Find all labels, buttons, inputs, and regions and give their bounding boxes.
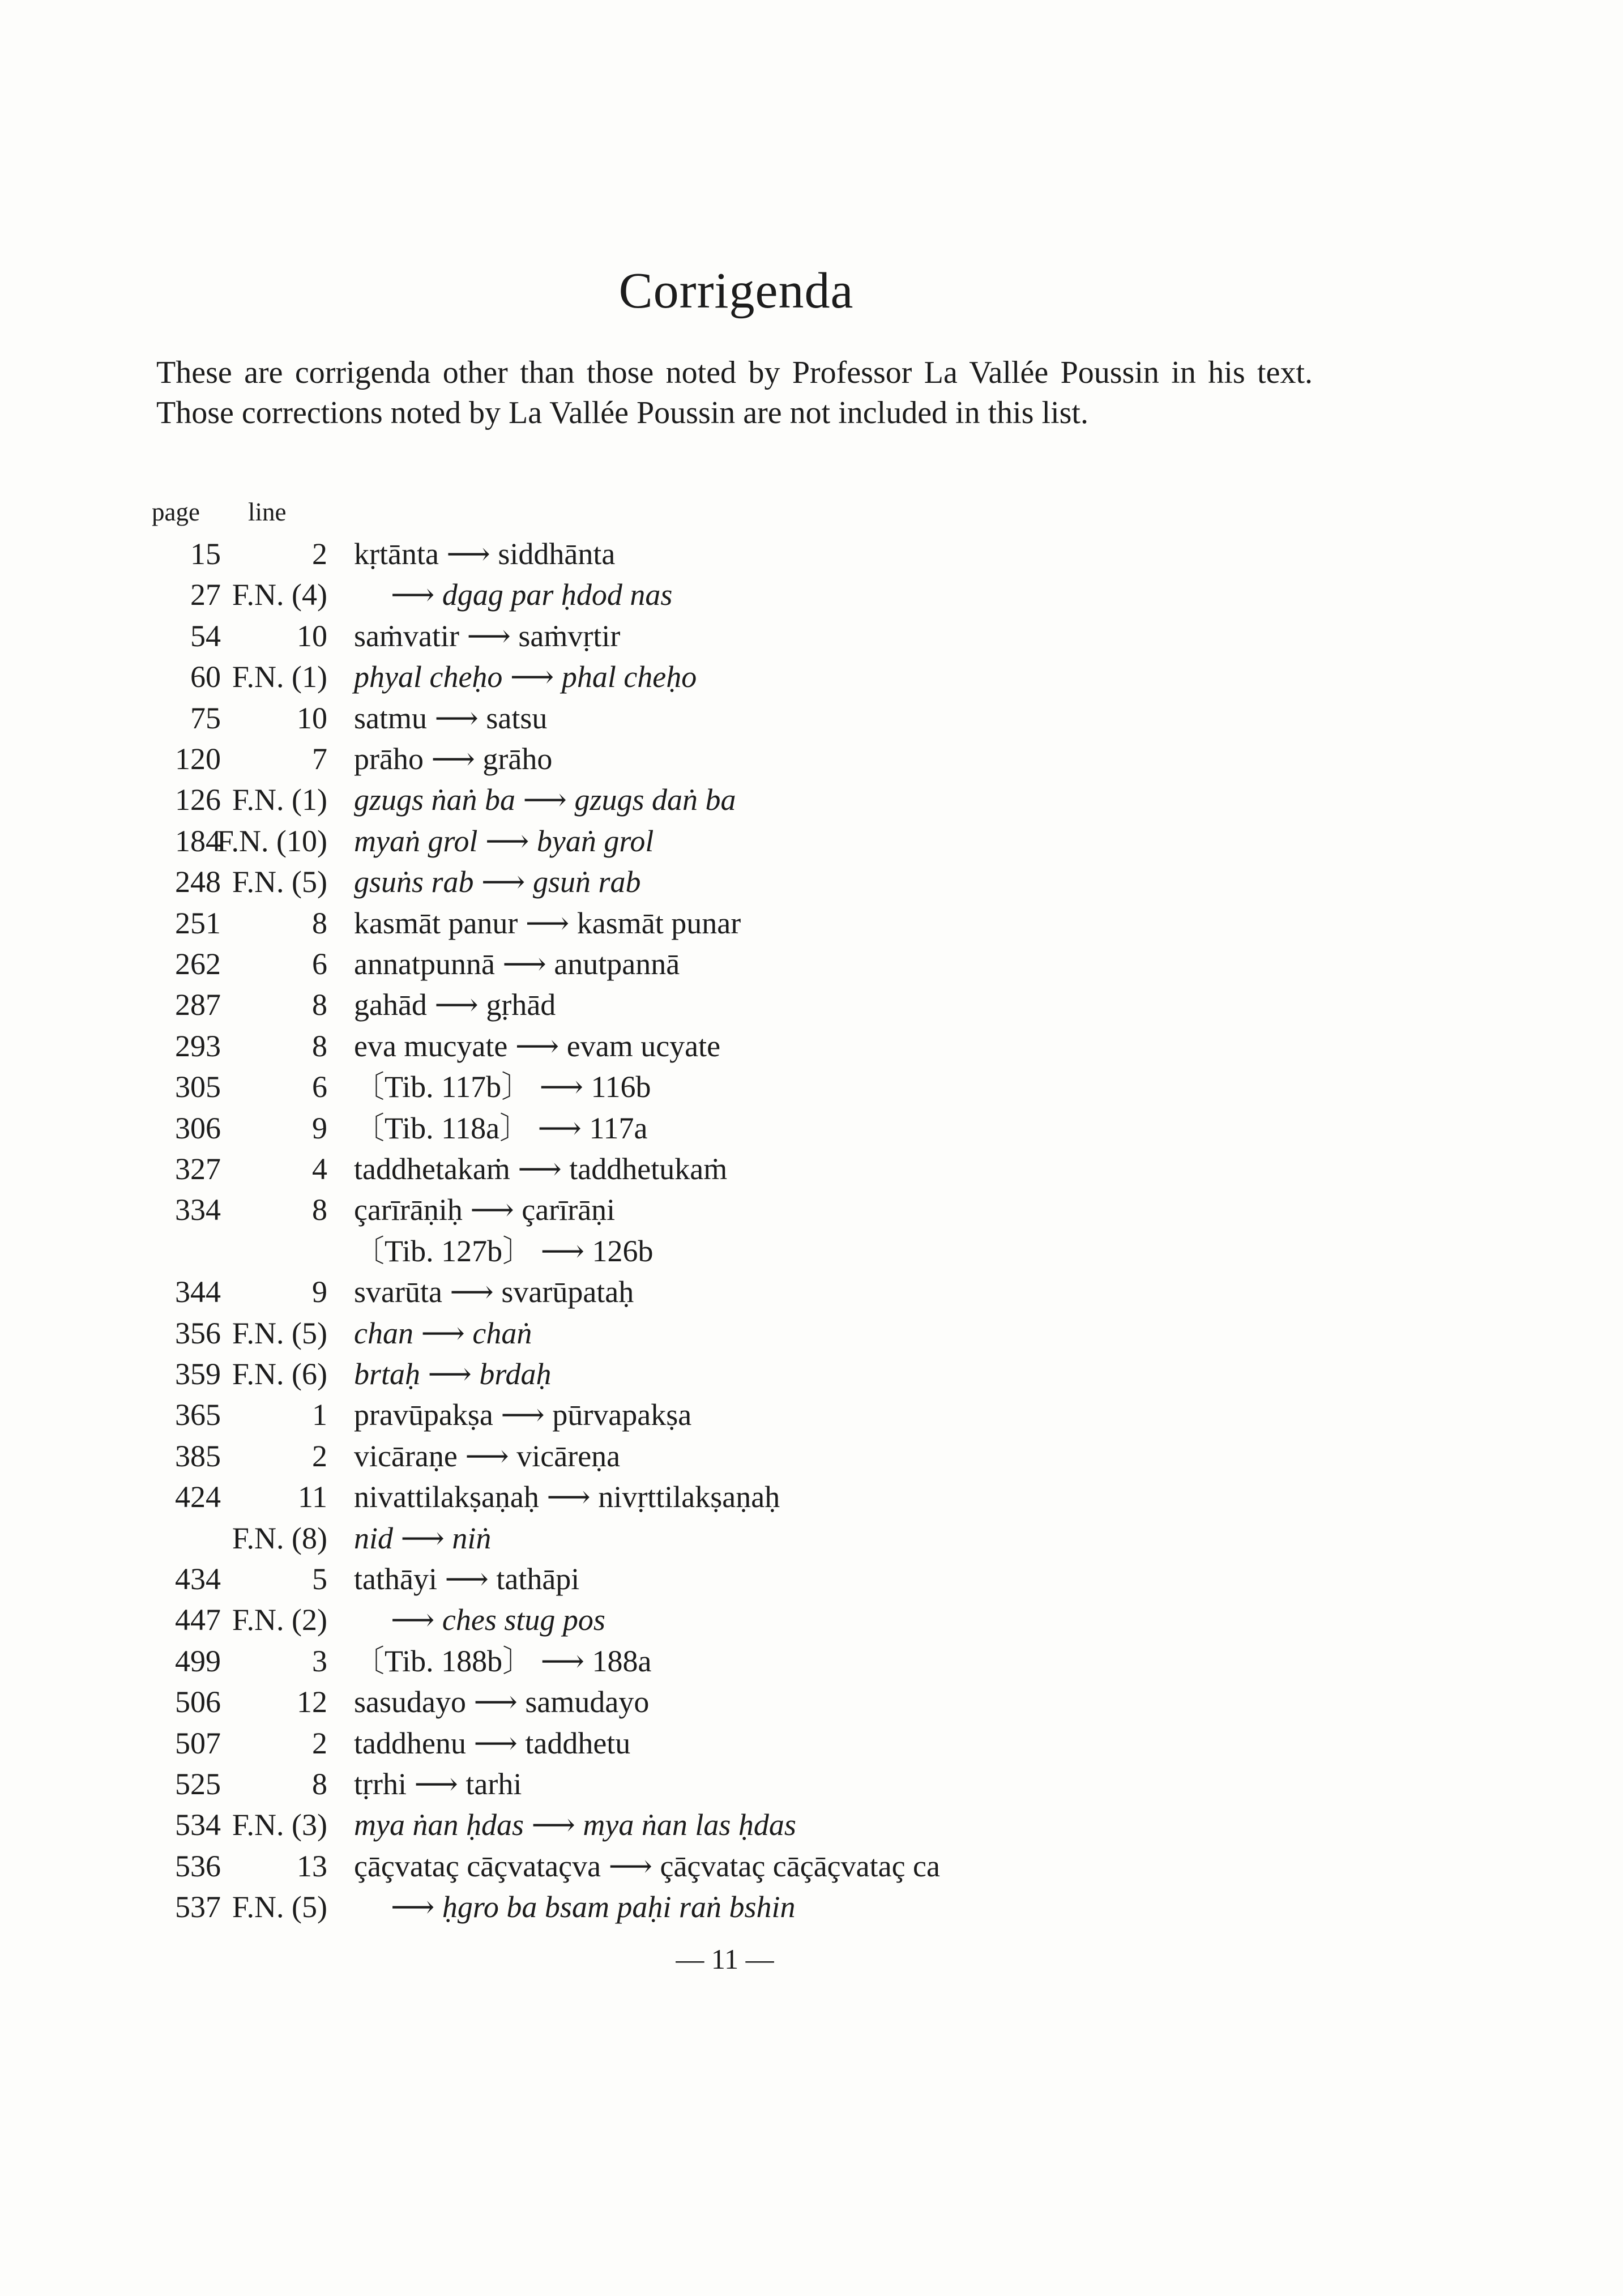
corrigendum-row <box>0 739 1623 779</box>
row-page: 534 <box>175 1808 221 1842</box>
row-line: 10 <box>297 701 327 735</box>
corrigendum-row <box>0 861 1623 902</box>
row-line: F.N. (4) <box>232 578 327 612</box>
row-page: 54 <box>190 619 221 653</box>
row-page: 499 <box>175 1644 221 1678</box>
row-page: 356 <box>175 1316 221 1350</box>
row-correction: kasmāt panur ⟶ kasmāt punar <box>354 906 741 940</box>
row-line: 13 <box>297 1849 327 1883</box>
row-correction: satmu ⟶ satsu <box>354 701 548 735</box>
row-correction: vicāraṇe ⟶ vicāreṇa <box>354 1439 621 1473</box>
row-line: 4 <box>312 1152 327 1186</box>
row-line: 8 <box>312 1767 327 1801</box>
row-correction: nid ⟶ niṅ <box>354 1521 492 1555</box>
corrigendum-row <box>0 616 1623 656</box>
row-page: 434 <box>175 1562 221 1596</box>
row-line: F.N. (5) <box>232 1890 327 1924</box>
row-correction: tṛrhi ⟶ tarhi <box>354 1767 522 1801</box>
row-page: 126 <box>175 783 221 817</box>
row-correction: ⟶ ḥgro ba bsam paḥi raṅ bshin <box>391 1890 796 1924</box>
row-page: 447 <box>175 1603 221 1637</box>
row-page: 184 <box>175 824 221 858</box>
row-page: 305 <box>175 1070 221 1104</box>
row-page: 251 <box>175 906 221 940</box>
corrigendum-row <box>0 1518 1623 1559</box>
row-line: 8 <box>312 906 327 940</box>
corrigendum-row <box>0 1887 1623 1927</box>
row-line: 5 <box>312 1562 327 1596</box>
row-line: 7 <box>312 742 327 776</box>
corrigendum-row <box>0 1354 1623 1394</box>
corrigendum-row <box>0 1682 1623 1722</box>
corrigendum-row <box>0 1559 1623 1599</box>
row-line: 11 <box>298 1480 327 1514</box>
row-line: 9 <box>312 1275 327 1309</box>
corrigendum-row <box>0 1436 1623 1476</box>
row-page: 262 <box>175 947 221 981</box>
row-correction: gahād ⟶ gṛhād <box>354 988 556 1022</box>
row-correction: myaṅ grol ⟶ byaṅ grol <box>354 824 654 858</box>
row-page: 60 <box>190 660 221 694</box>
row-line: 6 <box>312 947 327 981</box>
row-page: 287 <box>175 988 221 1022</box>
row-correction: çarīrāṇiḥ ⟶ çarīrāṇi <box>354 1193 616 1227</box>
corrigendum-row <box>0 1108 1623 1149</box>
row-page: 359 <box>175 1357 221 1391</box>
row-line: 9 <box>312 1111 327 1145</box>
row-page: 248 <box>175 865 221 899</box>
row-page: 27 <box>190 578 221 612</box>
row-page: 306 <box>175 1111 221 1145</box>
row-correction: çāçvataç cāçvataçva ⟶ çāçvataç cāçāçvataç ca <box>354 1849 940 1883</box>
row-correction: gzugs ṅaṅ ba ⟶ gzugs daṅ ba <box>354 783 736 817</box>
corrigendum-row <box>0 574 1623 615</box>
page-number: — 11 — <box>676 1943 774 1975</box>
corrigendum-row <box>0 1026 1623 1066</box>
row-page: 120 <box>175 742 221 776</box>
row-line: 3 <box>312 1644 327 1678</box>
row-correction: gsuṅs rab ⟶ gsuṅ rab <box>354 865 641 899</box>
corrigendum-row <box>0 1313 1623 1354</box>
row-correction: chan ⟶ chaṅ <box>354 1316 532 1350</box>
row-correction: nivattilakṣaṇaḥ ⟶ nivṛttilakṣaṇaḥ <box>354 1480 780 1514</box>
row-correction: tathāyi ⟶ tathāpi <box>354 1562 580 1596</box>
row-page: 507 <box>175 1726 221 1760</box>
row-correction: sasudayo ⟶ samudayo <box>354 1685 650 1719</box>
corrigendum-row <box>0 1599 1623 1640</box>
corrigendum-row <box>0 1271 1623 1312</box>
row-line: 8 <box>312 1029 327 1063</box>
row-correction: 〔Tib. 188b〕 ⟶ 188a <box>354 1644 652 1678</box>
row-line: 8 <box>312 1193 327 1227</box>
corrigendum-row <box>0 1846 1623 1887</box>
row-page: 327 <box>175 1152 221 1186</box>
row-correction: pravūpakṣa ⟶ pūrvapakṣa <box>354 1398 692 1432</box>
corrigendum-row <box>0 1723 1623 1764</box>
row-correction: svarūta ⟶ svarūpataḥ <box>354 1275 634 1309</box>
row-line: 1 <box>312 1398 327 1432</box>
row-correction: 〔Tib. 117b〕 ⟶ 116b <box>354 1070 651 1104</box>
corrigendum-row <box>0 1149 1623 1189</box>
row-correction: annatpunnā ⟶ anutpannā <box>354 947 680 981</box>
row-correction: eva mucyate ⟶ evam ucyate <box>354 1029 721 1063</box>
corrigendum-row <box>0 1066 1623 1107</box>
row-page: 525 <box>175 1767 221 1801</box>
row-page: 536 <box>175 1849 221 1883</box>
row-correction: taddhetakaṁ ⟶ taddhetukaṁ <box>354 1152 728 1186</box>
row-line: F.N. (8) <box>232 1521 327 1555</box>
row-correction: mya ṅan ḥdas ⟶ mya ṅan las ḥdas <box>354 1808 796 1842</box>
intro-paragraph: These are corrigenda other than those noted by Professor La Vallée Poussin in his text. Those corrections noted by La Vallée Poussin are not included in this list. <box>156 355 1313 430</box>
column-header-page: page <box>152 498 200 526</box>
corrigendum-row <box>0 1804 1623 1845</box>
row-page: 293 <box>175 1029 221 1063</box>
row-page: 365 <box>175 1398 221 1432</box>
corrigendum-row <box>0 1764 1623 1804</box>
corrigendum-row <box>0 1476 1623 1517</box>
row-correction: ⟶ ches stug pos <box>391 1603 605 1637</box>
row-page: 424 <box>175 1480 221 1514</box>
row-page: 537 <box>175 1890 221 1924</box>
row-correction: 〔Tib. 127b〕 ⟶ 126b <box>354 1234 654 1268</box>
row-correction: prāho ⟶ grāho <box>354 742 553 776</box>
row-line: 10 <box>297 619 327 653</box>
row-correction: kṛtānta ⟶ siddhānta <box>354 537 616 571</box>
corrigendum-row <box>0 1641 1623 1682</box>
corrigendum-row <box>0 944 1623 984</box>
row-line: 2 <box>312 1439 327 1473</box>
corrigendum-row <box>0 656 1623 697</box>
column-header-line: line <box>248 498 287 526</box>
corrigendum-row <box>0 1231 1623 1271</box>
row-correction: ⟶ dgag par ḥdod nas <box>391 578 673 612</box>
row-line: F.N. (2) <box>232 1603 327 1637</box>
corrigendum-row <box>0 534 1623 574</box>
corrigendum-row <box>0 779 1623 820</box>
row-correction: 〔Tib. 118a〕 ⟶ 117a <box>354 1111 648 1145</box>
row-correction: taddhenu ⟶ taddhetu <box>354 1726 631 1760</box>
row-page: 344 <box>175 1275 221 1309</box>
corrigendum-row <box>0 1189 1623 1230</box>
corrigendum-row <box>0 903 1623 944</box>
row-line: F.N. (5) <box>232 1316 327 1350</box>
row-line: F.N. (10) <box>216 824 327 858</box>
corrigendum-row <box>0 821 1623 861</box>
row-line: F.N. (3) <box>232 1808 327 1842</box>
row-line: 2 <box>312 537 327 571</box>
row-line: F.N. (1) <box>232 783 327 817</box>
corrigendum-row <box>0 1394 1623 1435</box>
row-page: 15 <box>190 537 221 571</box>
row-page: 334 <box>175 1193 221 1227</box>
row-line: 2 <box>312 1726 327 1760</box>
row-line: 6 <box>312 1070 327 1104</box>
row-correction: saṁvatir ⟶ saṁvṛtir <box>354 619 621 653</box>
row-line: F.N. (1) <box>232 660 327 694</box>
page-title: Corrigenda <box>618 263 854 319</box>
row-correction: phyal cheḥo ⟶ phal cheḥo <box>354 660 697 694</box>
row-line: 8 <box>312 988 327 1022</box>
corrigendum-row <box>0 698 1623 739</box>
row-line: F.N. (5) <box>232 865 327 899</box>
row-page: 75 <box>190 701 221 735</box>
row-line: 12 <box>297 1685 327 1719</box>
row-line: F.N. (6) <box>232 1357 327 1391</box>
row-page: 385 <box>175 1439 221 1473</box>
row-page: 506 <box>175 1685 221 1719</box>
row-correction: brtaḥ ⟶ brdaḥ <box>354 1357 552 1391</box>
corrigendum-row <box>0 984 1623 1025</box>
